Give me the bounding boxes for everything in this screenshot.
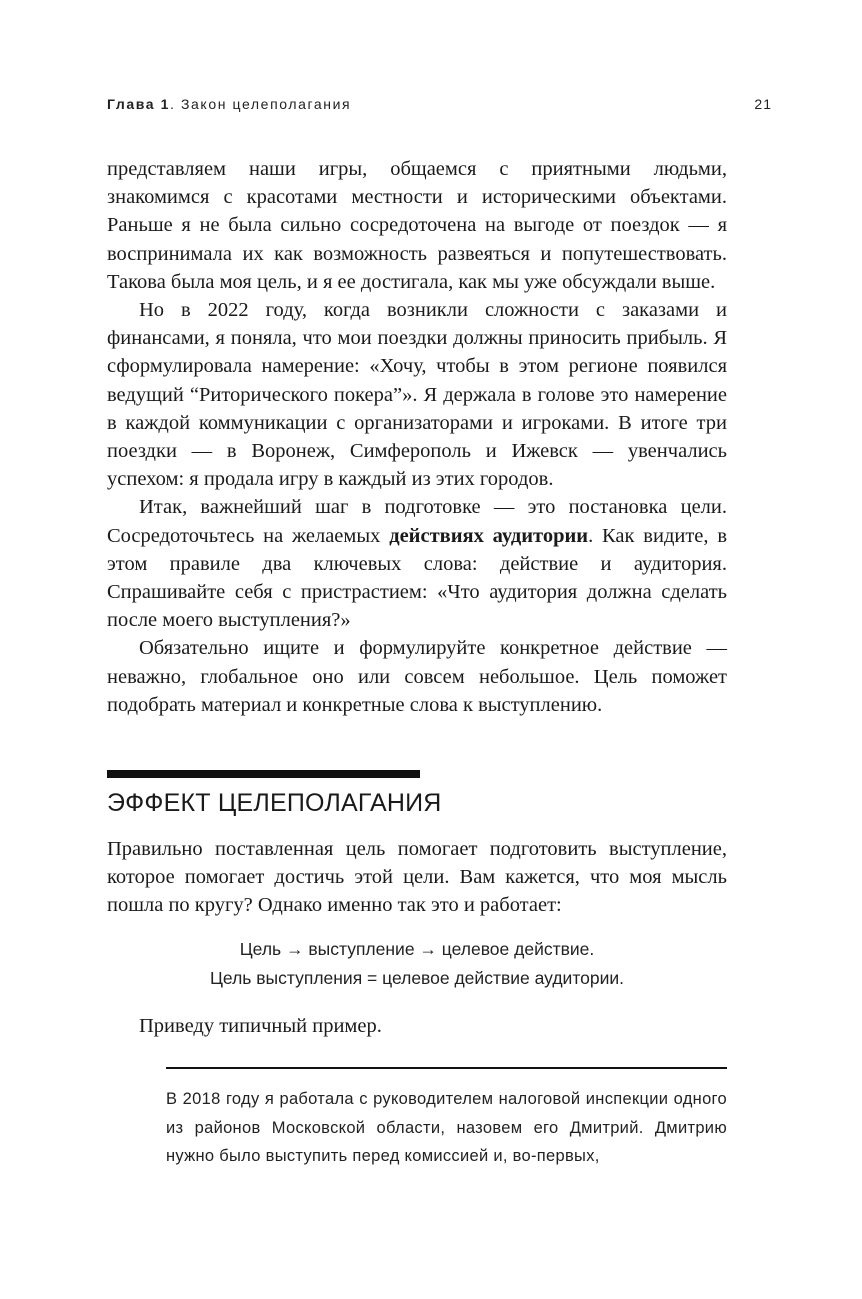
paragraph-text: Правильно поставленная цель помогает подготовить выступление, которое помогает достичь этой цели. Вам кажется, что моя мысль пошла по кругу? Однако именно так это и работает: [107,838,727,917]
paragraph-text: Приведу типичный пример. [139,1015,382,1037]
emphasis-text: действиях аудитории [389,524,589,547]
paragraph-text: . Как видите, в этом правиле два ключевых слова: действие и аудитория. Спрашивайте себя с пристрастием: «Что аудитория должна сделать после моего выступления?» [107,524,727,632]
section-divider [107,770,420,778]
running-head [107,96,772,116]
paragraph-text: Обязательно ищите и формулируйте конкретное действие — неважно, глобальное оно или совсем небольшое. Цель поможет подобрать материал и конкретные слова к выступлению. [107,637,727,716]
formula-line: Цель выступления = целевое действие аудитории. [209,968,625,988]
paragraph [107,1012,727,1040]
paragraph-text: Но в 2022 году, когда возникли сложности с заказами и финансами, я поняла, что мои поездки должны приносить прибыль. Я сформулировала намерение: «Хочу, чтобы в этом регионе появился ведущий “Риторического покера”». Я держала в голове это намерение в каждой коммуникации с организаторами и игроками. В итоге три поездки — в Воронеж, Симферополь и Ижевск — увенчались успехом: я продала игру в каждый из этих городов. [107,299,727,491]
example-text: В 2018 году я работала с руководителем налоговой инспекции одного из районов Московской области, назовем его Дмитрий. Дмитрию нужно было выступить перед комиссией и, во-первых, [166,1090,727,1165]
paragraph [107,634,727,719]
page-number: 21 [754,96,772,112]
example-box-divider [166,1067,727,1069]
section-intro [107,835,727,920]
paragraph [107,835,727,920]
section-title: ЭФФЕКТ ЦЕЛЕПОЛАГАНИЯ [107,789,442,817]
paragraph [107,296,727,493]
paragraph [107,493,727,634]
chapter-title: . Закон целеполагания [170,96,352,112]
formula-line: Цель → выступление → целевое действие. [239,939,595,959]
paragraph-text: представляем наши игры, общаемся с приятными людьми, знакомимся с красотами местности и историческими объектами. Раньше я не была сильно сосредоточена на выгоде от поездок — я воспринимала их как возможность развеяться и попутешествовать. Такова была моя цель, и я ее достигала, как мы уже обсуждали выше. [107,158,727,293]
example-intro [107,1012,727,1040]
chapter-label: Глава 1 [107,96,171,112]
formula-block [107,935,727,993]
example-box [166,1085,727,1171]
main-text [107,155,727,719]
paragraph [107,155,727,296]
paragraph-text: Итак, важнейший шаг в подготовке — это постановка цели. Сосредоточьтесь на желаемых [107,496,727,547]
